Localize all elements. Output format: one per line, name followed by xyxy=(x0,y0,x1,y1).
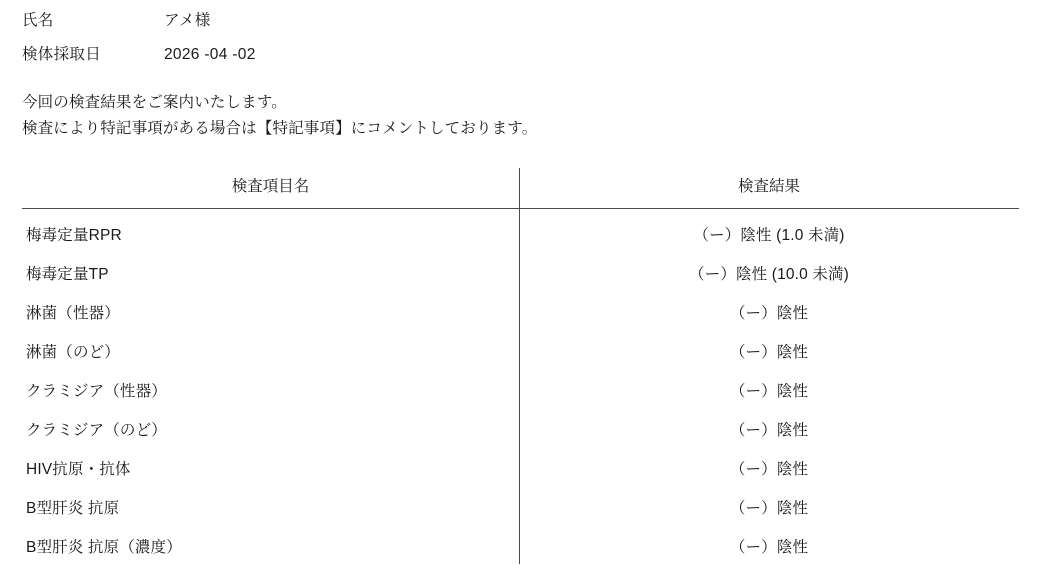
test-item-result: （ー）陰性 (10.0 未満) xyxy=(689,266,849,283)
intro-text xyxy=(0,90,1041,142)
results-table-head xyxy=(22,168,1019,209)
test-item-name: B型肝炎 抗原（濃度） xyxy=(26,539,182,556)
table-row xyxy=(22,209,1019,254)
header-result: 検査結果 xyxy=(519,168,1019,209)
collection-date-value: 2026 -04 -02 xyxy=(164,46,256,63)
collection-date-label: 検体採取日 xyxy=(22,46,102,63)
test-item-result: （ー）陰性 xyxy=(729,500,809,517)
patient-name-value: アメ様 xyxy=(164,12,211,29)
patient-name-row xyxy=(22,8,1041,42)
test-item-result: （ー）陰性 xyxy=(729,305,809,322)
test-item-name: クラミジア（のど） xyxy=(26,422,167,439)
test-item-name: 梅毒定量TP xyxy=(26,266,109,283)
table-row xyxy=(22,449,1019,488)
test-item-result: （ー）陰性 (1.0 未満) xyxy=(693,227,845,244)
results-table xyxy=(22,168,1019,566)
test-item-name: 淋菌（性器） xyxy=(26,305,120,322)
table-row xyxy=(22,527,1019,566)
table-row xyxy=(22,293,1019,332)
test-item-result: （ー）陰性 xyxy=(729,539,809,556)
results-table-wrap xyxy=(0,168,1041,566)
table-row xyxy=(22,254,1019,293)
patient-name-label: 氏名 xyxy=(22,12,54,29)
report-page xyxy=(0,8,1041,564)
table-row xyxy=(22,371,1019,410)
test-item-result: （ー）陰性 xyxy=(729,383,809,400)
test-item-name: クラミジア（性器） xyxy=(26,383,167,400)
header-item-name: 検査項目名 xyxy=(22,168,519,209)
test-item-name: B型肝炎 抗原 xyxy=(26,500,120,517)
collection-date-row xyxy=(22,42,1041,76)
test-item-result: （ー）陰性 xyxy=(729,344,809,361)
table-row xyxy=(22,488,1019,527)
test-item-name: HIV抗原・抗体 xyxy=(26,461,131,478)
column-divider xyxy=(519,168,520,564)
test-item-name: 梅毒定量RPR xyxy=(26,227,122,244)
intro-line-1: 今回の検査結果をご案内いたします。 xyxy=(22,94,287,111)
test-item-result: （ー）陰性 xyxy=(729,461,809,478)
results-table-body xyxy=(22,209,1019,566)
test-item-name: 淋菌（のど） xyxy=(26,344,120,361)
table-row xyxy=(22,332,1019,371)
patient-meta xyxy=(0,8,1041,76)
table-row xyxy=(22,410,1019,449)
test-item-result: （ー）陰性 xyxy=(729,422,809,439)
table-header-row xyxy=(22,168,1019,209)
intro-line-2: 検査により特記事項がある場合は【特記事項】にコメントしております。 xyxy=(22,120,538,137)
